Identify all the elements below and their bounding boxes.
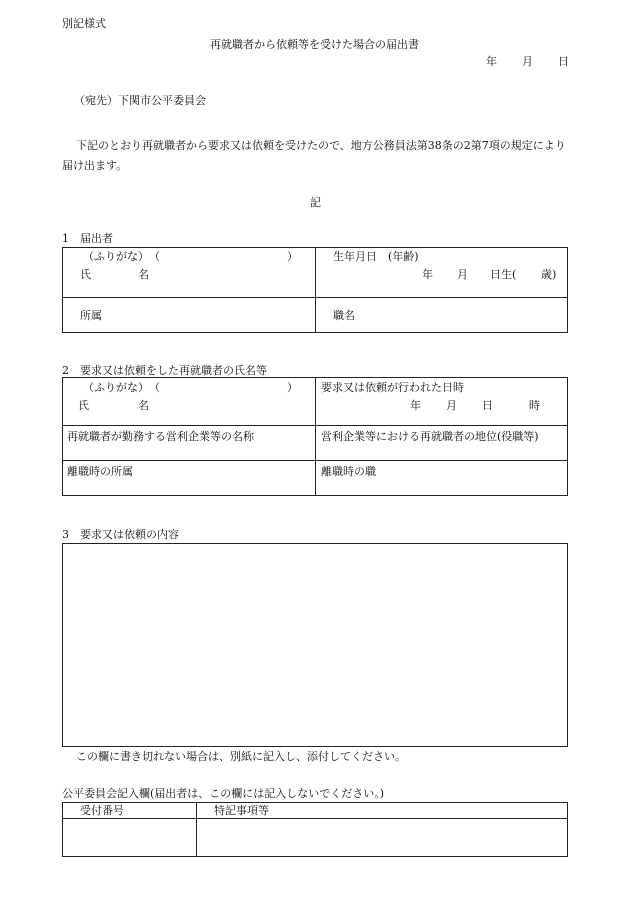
document-title: 再就職者から依頼等を受けた場合の届出書 — [210, 38, 419, 51]
s2-company-name-label: 再就職者が勤務する営利企業等の名称 — [67, 430, 254, 443]
s1-birth-day: 日生( — [490, 268, 517, 281]
ki-heading: 記 — [310, 196, 321, 209]
s1-birth-label: 生年月日 (年齢) — [333, 250, 419, 263]
section3-note: この欄に書き切れない場合は、別紙に記入し、添付してください。 — [76, 750, 406, 763]
intro-paragraph: 下記のとおり再就職者から要求又は依頼を受けたので、地方公務員法第38条の2第7項の規定により届け出ます。 — [62, 139, 566, 173]
office-table — [62, 802, 568, 857]
s2-req-month: 月 — [446, 399, 457, 412]
date-year-label: 年 — [486, 55, 497, 68]
s2-company-position-label: 営利企業等における再就職者の地位(役職等) — [321, 430, 539, 443]
s2-retire-affiliation-label: 離職時の所属 — [67, 465, 133, 478]
s1-affiliation-label: 所属 — [80, 309, 102, 322]
s2-furigana-label: （ふりがな） （ — [83, 381, 160, 394]
s1-name-mei: 名 — [138, 268, 149, 281]
s2-req-year: 年 — [410, 399, 421, 412]
office-heading: 公平委員会記入欄(届出者は、この欄には記入しないでください。) — [62, 787, 385, 800]
date-month-label: 月 — [522, 55, 533, 68]
s1-birth-year: 年 — [422, 268, 433, 281]
form-label: 別記様式 — [62, 17, 106, 30]
s1-birth-age: 歳) — [541, 268, 557, 281]
s2-furigana-close: ） — [287, 381, 298, 394]
s1-post-label: 職名 — [333, 309, 355, 322]
s2-request-date-label: 要求又は依頼が行われた日時 — [321, 381, 464, 394]
s2-retire-post-label: 離職時の職 — [321, 465, 376, 478]
section1-heading: 1 届出者 — [62, 232, 113, 245]
s1-name-shi: 氏 — [80, 268, 91, 281]
s1-furigana-close: ） — [287, 250, 298, 263]
date-day-label: 日 — [558, 55, 569, 68]
s2-req-hour: 時 — [529, 399, 540, 412]
s2-req-day: 日 — [482, 399, 493, 412]
office-receipt-no-label: 受付番号 — [80, 804, 124, 817]
addressee: （宛先）下関市公平委員会 — [74, 94, 206, 107]
office-remarks-label: 特記事項等 — [214, 804, 269, 817]
section2-heading: 2 要求又は依頼をした再就職者の氏名等 — [62, 364, 267, 377]
section3-content-box[interactable] — [62, 543, 568, 747]
s2-name-mei: 名 — [138, 399, 149, 412]
s2-name-shi: 氏 — [78, 399, 89, 412]
s1-birth-month: 月 — [457, 268, 468, 281]
section3-heading: 3 要求又は依頼の内容 — [62, 528, 179, 541]
s1-furigana-label: （ふりがな） （ — [83, 250, 160, 263]
